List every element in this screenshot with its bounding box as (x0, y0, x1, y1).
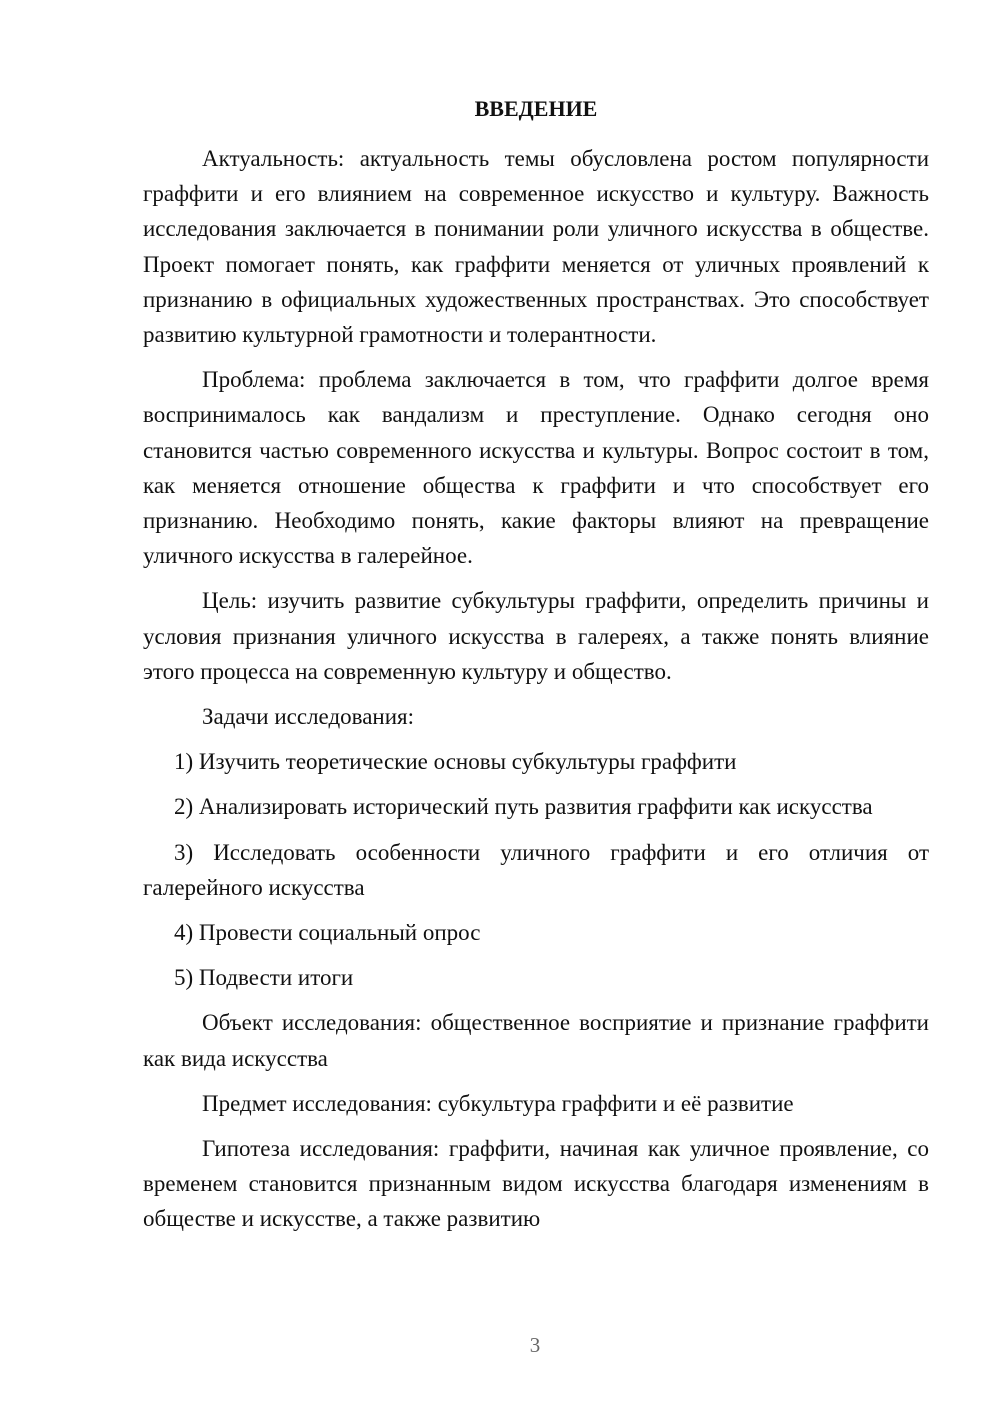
task-item-2: 2) Анализировать исторический путь развития граффити как искусства (174, 794, 873, 820)
task-item-4: 4) Провести социальный опрос (174, 920, 481, 946)
task-item-5: 5) Подвести итоги (174, 965, 354, 991)
tasks-title: Задачи исследования: (202, 704, 415, 730)
paragraph-hypothesis: Гипотеза исследования: граффити, начиная как уличное проявление, со временем становится признанным видом искусства благодаря изменениям в обществе и искусстве, а также развитию (143, 1136, 929, 1232)
paragraph-object: Объект исследования: общественное восприятие и признание граффити как вида искусства (143, 1010, 929, 1071)
paragraph-subject: Предмет исследования: субкультура граффити и её развитие (202, 1090, 794, 1116)
document-body (143, 91, 929, 1247)
page-title: ВВЕДЕНИЕ (474, 96, 598, 121)
paragraph-goal: Цель: изучить развитие субкультуры граффити, определить причины и условия признания уличного искусства в галереях, а также понять влияние этого процесса на современную культуру и общество. (143, 588, 929, 684)
paragraph-relevance: Актуальность: актуальность темы обусловлена ростом популярности граффити и его влиянием на современное искусство и культуру. Важность исследования заключается в понимании роли уличного искусства в обществе. Проект помогает понять, как граффити меняется от уличных проявлений к признанию в официальных художественных пространствах. Это способствует развитию культурной грамотности и толерантности. (143, 146, 929, 348)
task-item-1: 1) Изучить теоретические основы субкультуры граффити (174, 749, 737, 775)
paragraph-problem: Проблема: проблема заключается в том, что граффити долгое время воспринималось как вандализм и преступление. Однако сегодня оно становится частью современного искусства и культуры. Вопрос состоит в том, как меняется отношение общества к граффити и что способствует его признанию. Необходимо понять, какие факторы влияют на превращение уличного искусства в галерейное. (143, 367, 929, 569)
page-number: 3 (529, 1333, 541, 1357)
task-item-3: 3) Исследовать особенности уличного граффити и его отличия от галерейного искусства (143, 839, 929, 900)
